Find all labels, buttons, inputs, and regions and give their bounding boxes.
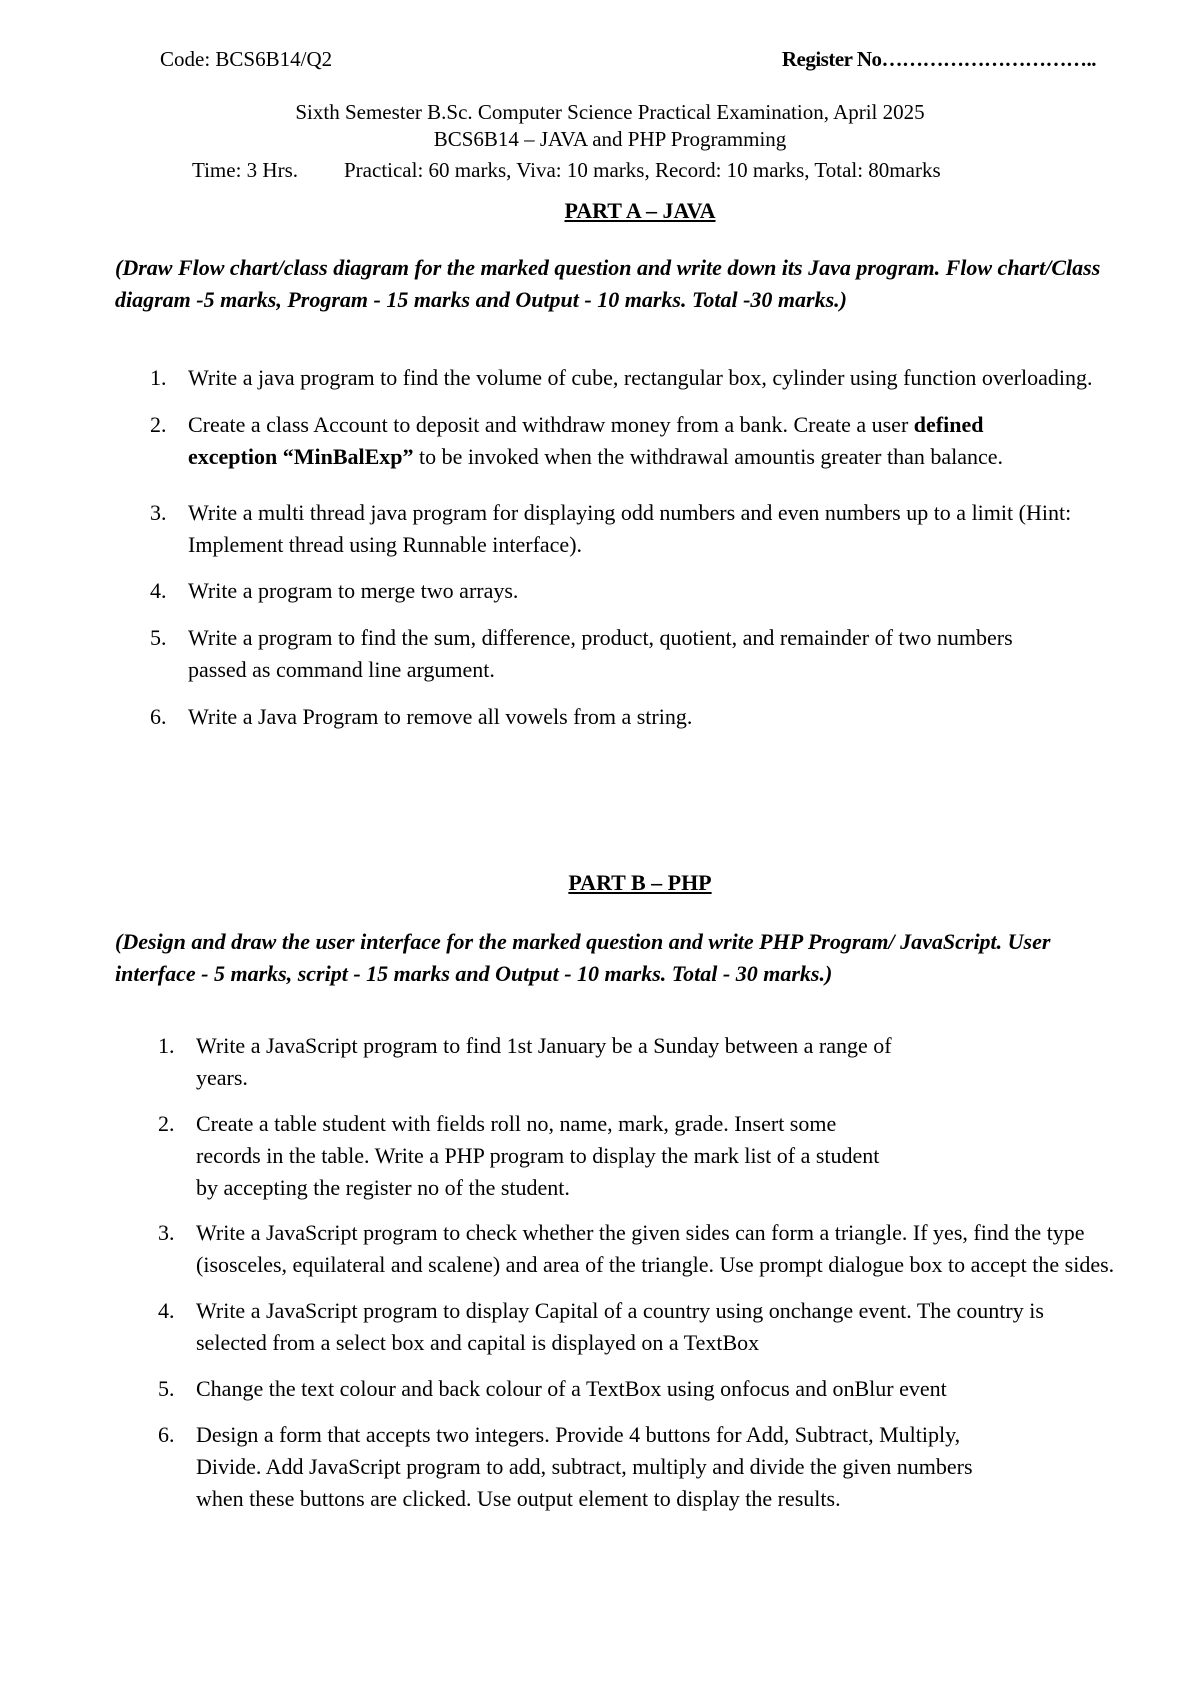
list-item: 3. Write a JavaScript program to check whether the given sides can form a triangle. If yes, find the type (isosceles, equilateral and scalene) and area of the triangle. Use prompt dialogue box to accept the sides. — [158, 1220, 1115, 1278]
semester-line: Sixth Semester B.Sc. Computer Science Practical Examination, April 2025 — [295, 100, 925, 124]
exam-heading — [150, 99, 1070, 154]
course-line: BCS6B14 – JAVA and PHP Programming — [433, 127, 787, 152]
list-item: 4. Write a JavaScript program to display Capital of a country using onchange event. The country is selected from a select box and capital is displayed on a TextBox — [158, 1298, 1044, 1356]
list-item: 6. Write a Java Program to remove all vowels from a string. — [150, 704, 693, 730]
list-item: 1. Write a JavaScript program to find 1st January be a Sunday between a range of years. — [158, 1033, 892, 1090]
part-b-title: PART B – PHP — [568, 870, 712, 895]
paper-code: Code: BCS6B14/Q2 — [160, 47, 333, 71]
part-a-title: PART A – JAVA — [564, 198, 716, 223]
list-item: 5. Change the text colour and back colour of a TextBox using onfocus and onBlur event — [158, 1376, 947, 1402]
list-item: 2. Create a class Account to deposit and withdraw money from a bank. Create a user defined exception “MinBalExp” to be invoked when the withdrawal amountis greater than balance. — [150, 411, 1004, 469]
list-item: 1. Write a java program to find the volume of cube, rectangular box, cylinder using function overloading. — [150, 365, 1093, 390]
top-line — [160, 44, 1096, 76]
list-item: 5. Write a program to find the sum, difference, product, quotient, and remainder of two numbers passed as command line argument. — [150, 625, 1013, 683]
list-item: 2. Create a table student with fields roll no, name, mark, grade. Insert some records in the table. Write a PHP program to display the mark list of a student by accepting the register no of the student. — [158, 1110, 880, 1200]
part-b-questions — [158, 1030, 1118, 1515]
list-item: 4. Write a program to merge two arrays. — [150, 578, 519, 604]
list-item: 6. Design a form that accepts two integers. Provide 4 buttons for Add, Subtract, Multiply, Divide. Add JavaScript program to add, subtract, multiply and divide the given numbers when these buttons are clicked. Use output element to display the results. — [158, 1421, 973, 1511]
part-a-questions — [150, 362, 1135, 733]
part-b-instructions: (Design and draw the user interface for the marked question and write PHP Program/ JavaScript. User interface - 5 marks, script - 15 marks and Output - 10 marks. Total - 30 marks.) — [115, 929, 1051, 986]
marks-distribution: Practical: 60 marks, Viva: 10 marks, Record: 10 marks, Total: 80marks — [344, 158, 941, 182]
register-number: Register No………………………….. — [781, 47, 1096, 71]
part-a-instructions: (Draw Flow chart/class diagram for the marked question and write down its Java program. Flow chart/Class diagram -5 marks, Program - 15 marks and Output - 10 marks. Total -30 marks.) — [115, 255, 1101, 312]
time-allowed: Time: 3 Hrs. — [192, 158, 298, 182]
time-marks-line — [150, 155, 1086, 187]
list-item: 3. Write a multi thread java program for displaying odd numbers and even numbers up to a limit (Hint: Implement thread using Runnable interface). — [150, 499, 1072, 557]
